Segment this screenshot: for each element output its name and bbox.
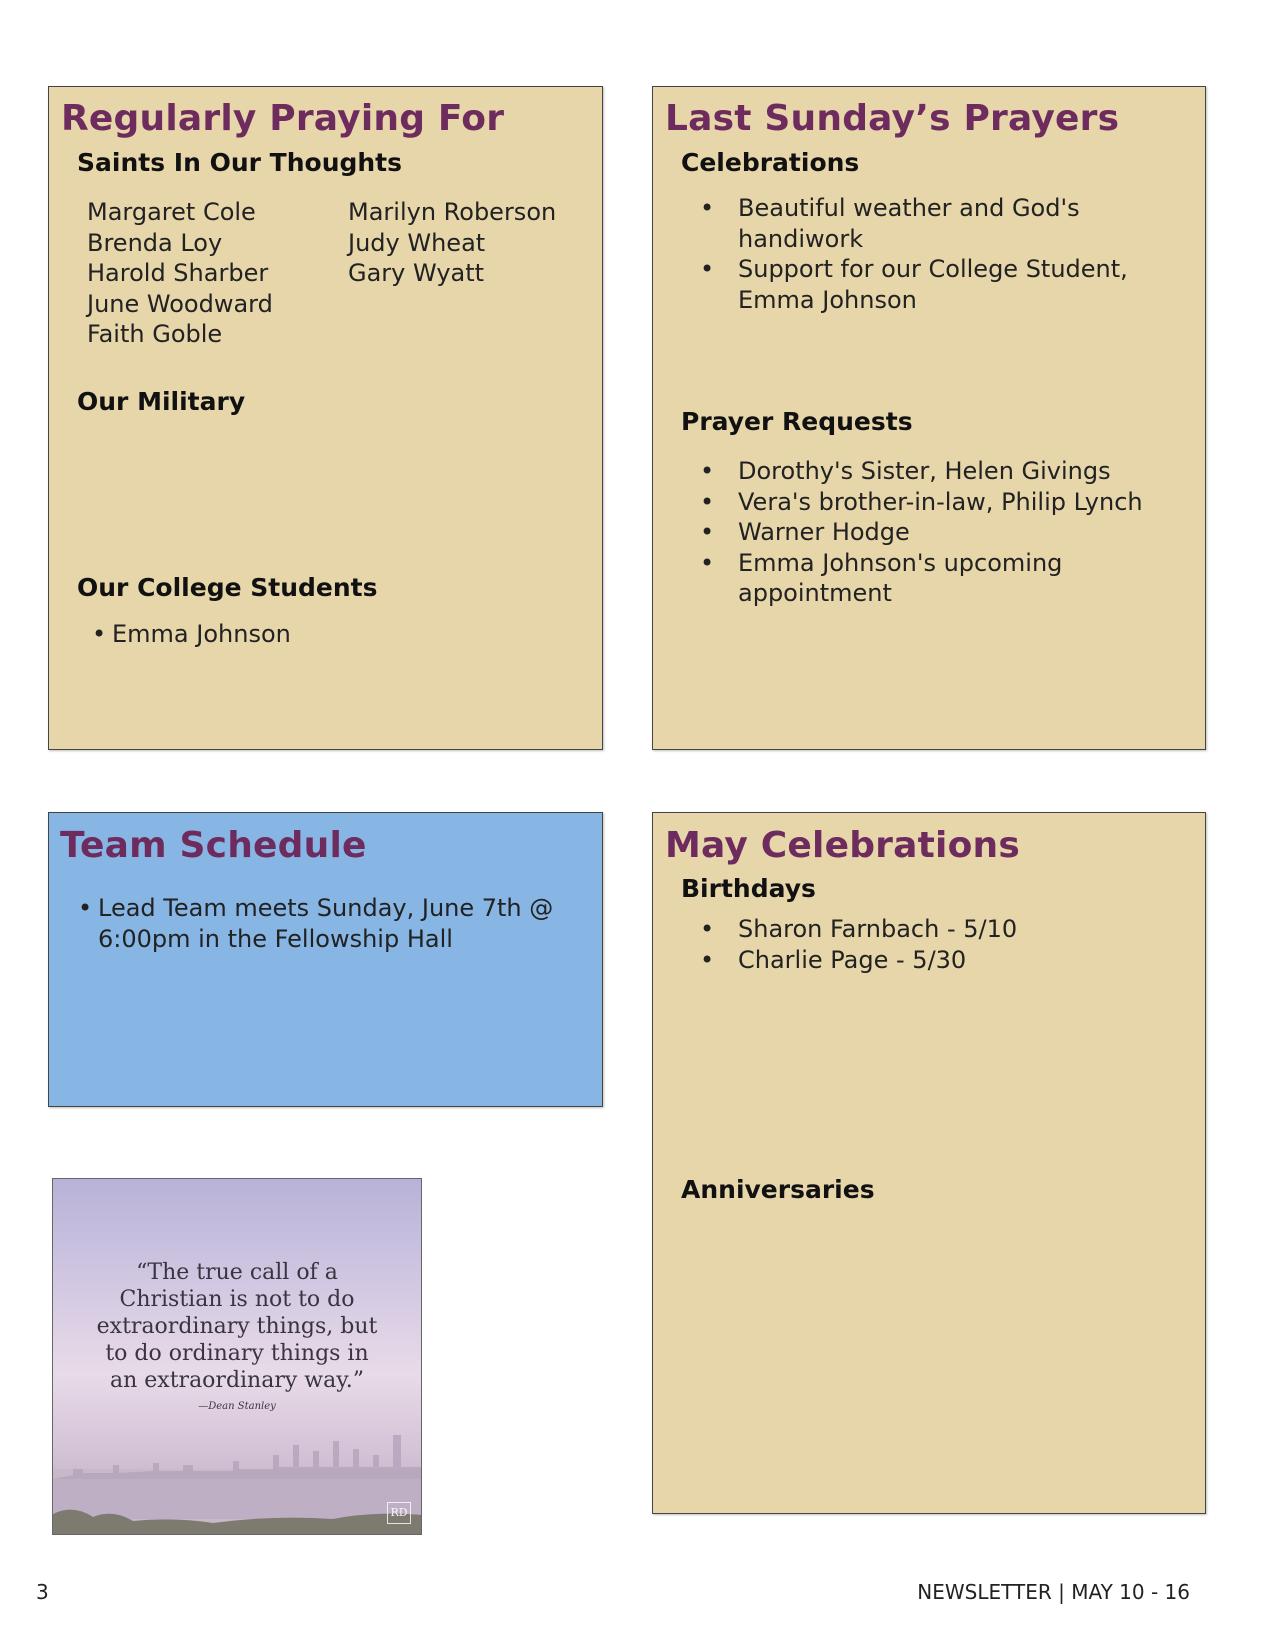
saint-name: Brenda Loy bbox=[87, 228, 223, 257]
quote-image bbox=[52, 1178, 422, 1535]
saint-name: Faith Goble bbox=[87, 320, 223, 348]
praying-panel bbox=[48, 86, 603, 750]
list-item: • Vera's brother-in-law, Philip Lynch bbox=[700, 487, 1143, 516]
students-heading: Our College Students bbox=[77, 573, 378, 602]
students-list bbox=[92, 619, 291, 650]
prayer-requests-heading: Prayer Requests bbox=[681, 407, 913, 436]
quote-line: to do ordinary things in bbox=[105, 1341, 369, 1366]
quote-line: Christian is not to do bbox=[119, 1287, 355, 1312]
request-text: Dorothy's Sister, Helen Givings bbox=[738, 457, 1111, 485]
request-text: Emma Johnson's upcoming appointment bbox=[738, 548, 1063, 607]
praying-title: Regularly Praying For bbox=[61, 98, 505, 139]
footer-label: NEWSLETTER | MAY 10 - 16 bbox=[917, 1580, 1190, 1604]
saint-name: Judy Wheat bbox=[348, 228, 486, 257]
schedule-text: Lead Team meets Sunday, June 7th @ 6:00pm in the Fellowship Hall bbox=[98, 894, 554, 953]
list-item: • Sharon Farnbach - 5/10 bbox=[700, 915, 1018, 943]
birthday-text: Charlie Page - 5/30 bbox=[738, 945, 967, 974]
may-celebrations-title: May Celebrations bbox=[665, 825, 1020, 866]
saint-name: Harold Sharber bbox=[87, 259, 269, 287]
saint-name: Marilyn Roberson bbox=[348, 198, 557, 226]
saints-heading: Saints In Our Thoughts bbox=[77, 148, 403, 177]
student-name: Emma Johnson bbox=[112, 620, 291, 648]
celebration-text: Support for our College Student, Emma Johnson bbox=[738, 255, 1128, 314]
request-text: Vera's brother-in-law, Philip Lynch bbox=[738, 487, 1143, 516]
birthday-text: Sharon Farnbach - 5/10 bbox=[738, 915, 1018, 943]
list-item: • Charlie Page - 5/30 bbox=[700, 945, 967, 974]
birthdays-list bbox=[680, 914, 1150, 975]
last-sunday-title: Last Sunday’s Prayers bbox=[665, 98, 1120, 139]
celebrations-list bbox=[680, 193, 1140, 315]
saints-column-2 bbox=[348, 197, 556, 289]
rd-logo: RD bbox=[387, 1502, 411, 1524]
anniversaries-heading: Anniversaries bbox=[681, 1175, 875, 1204]
list-item: • Warner Hodge bbox=[700, 518, 910, 546]
page-number: 3 bbox=[36, 1580, 49, 1604]
celebration-text: Beautiful weather and God's handiwork bbox=[738, 194, 1080, 253]
list-item: • Lead Team meets Sunday, June 7th @ 6:00pm in the Fellowship Hall bbox=[78, 894, 554, 953]
quote-author: —Dean Stanley bbox=[198, 1401, 276, 1412]
quote-text bbox=[53, 1259, 421, 1394]
team-schedule-list bbox=[78, 893, 568, 954]
list-item: • Emma Johnson's upcoming appointment bbox=[700, 548, 1063, 607]
military-heading: Our Military bbox=[77, 387, 246, 416]
list-item: • Beautiful weather and God's handiwork bbox=[700, 194, 1080, 253]
team-schedule-title: Team Schedule bbox=[60, 825, 367, 866]
saint-name: Margaret Cole bbox=[87, 198, 256, 226]
saint-name: Gary Wyatt bbox=[348, 259, 485, 287]
request-text: Warner Hodge bbox=[738, 518, 910, 546]
list-item: • Emma Johnson bbox=[92, 620, 291, 648]
saint-name: June Woodward bbox=[87, 289, 273, 318]
quote-line: an extraordinary way.” bbox=[110, 1368, 364, 1393]
list-item: • Support for our College Student, Emma Johnson bbox=[700, 255, 1128, 314]
quote-line: “The true call of a bbox=[136, 1260, 338, 1285]
celebrations-heading: Celebrations bbox=[681, 148, 860, 177]
birthdays-heading: Birthdays bbox=[681, 874, 816, 903]
list-item: • Dorothy's Sister, Helen Givings bbox=[700, 457, 1111, 485]
saints-column-1 bbox=[87, 197, 273, 350]
quote-line: extraordinary things, but bbox=[96, 1314, 378, 1339]
prayer-requests-list bbox=[680, 456, 1150, 609]
